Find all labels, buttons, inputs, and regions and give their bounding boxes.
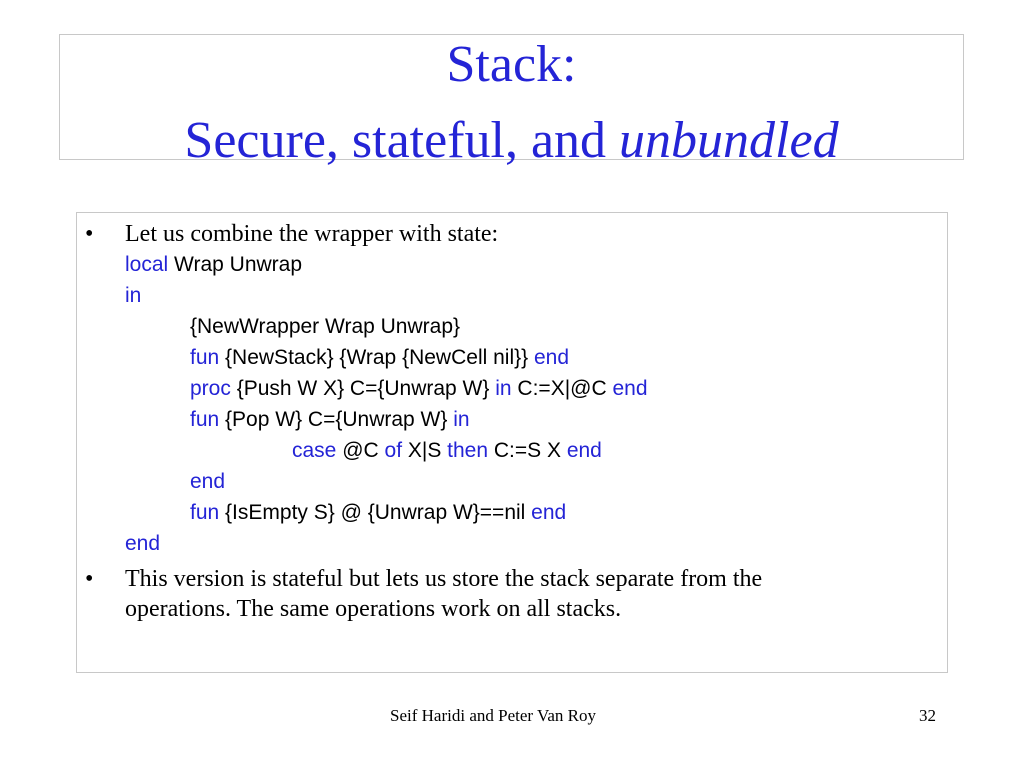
code-line-2 (125, 281, 141, 311)
code-keyword: fun (190, 346, 220, 369)
code-line-6 (190, 405, 470, 435)
code-keyword: fun (190, 408, 220, 431)
code-keyword: in (495, 377, 512, 400)
title-plain-text: Secure, stateful, and (184, 112, 620, 169)
code-keyword: end (612, 377, 648, 400)
code-text: {NewWrapper Wrap Unwrap} (190, 315, 461, 338)
code-keyword: of (384, 439, 403, 462)
code-keyword: end (533, 346, 570, 369)
code-text: X|S (402, 439, 448, 462)
footer-authors: Seif Haridi and Peter Van Roy (390, 706, 597, 725)
code-text: {Push W X} C={Unwrap W} (230, 377, 496, 400)
code-text: @C (336, 439, 385, 462)
bullet-marker: • (85, 221, 94, 247)
code-line-1 (125, 250, 302, 280)
code-text: Wrap Unwrap (168, 253, 303, 276)
code-keyword: proc (190, 377, 231, 400)
code-keyword: in (125, 284, 142, 307)
code-keyword: end (190, 470, 226, 493)
code-line-7 (292, 436, 602, 466)
code-text: {IsEmpty S} @ {Unwrap W}==nil (219, 501, 532, 524)
bullet-1-text: Let us combine the wrapper with state: (125, 221, 499, 247)
code-keyword: fun (190, 501, 220, 524)
slide-title-line-1: Stack: (446, 36, 577, 93)
bullet-marker: • (85, 566, 94, 592)
code-text: C:=X|@C (511, 377, 613, 400)
code-keyword: end (125, 532, 161, 555)
bullet-2-text-line-2: operations. The same operations work on all stacks. (125, 596, 622, 622)
code-keyword: in (453, 408, 470, 431)
title-box (59, 34, 964, 169)
title-italic-text: unbundled (619, 112, 839, 169)
code-keyword: end (531, 501, 567, 524)
slide-title-line-2 (60, 113, 963, 169)
page-number: 32 (919, 706, 936, 725)
code-text: {Pop W} C={Unwrap W} (219, 408, 454, 431)
code-line-8 (190, 467, 225, 497)
code-keyword: local (125, 253, 169, 276)
code-text: {NewStack} {Wrap {NewCell nil}} (219, 346, 534, 369)
code-keyword: then (447, 439, 489, 462)
code-keyword: case (292, 439, 337, 462)
code-line-4 (190, 343, 569, 373)
code-line-5 (190, 374, 648, 404)
bullet-2-text-line-1: This version is stateful but lets us store the stack separate from the (125, 566, 763, 592)
code-keyword: end (566, 439, 602, 462)
code-line-10 (125, 529, 160, 559)
code-text: C:=S X (488, 439, 567, 462)
code-line-9 (190, 498, 566, 528)
code-line-3 (190, 312, 460, 342)
content-box (76, 212, 948, 673)
